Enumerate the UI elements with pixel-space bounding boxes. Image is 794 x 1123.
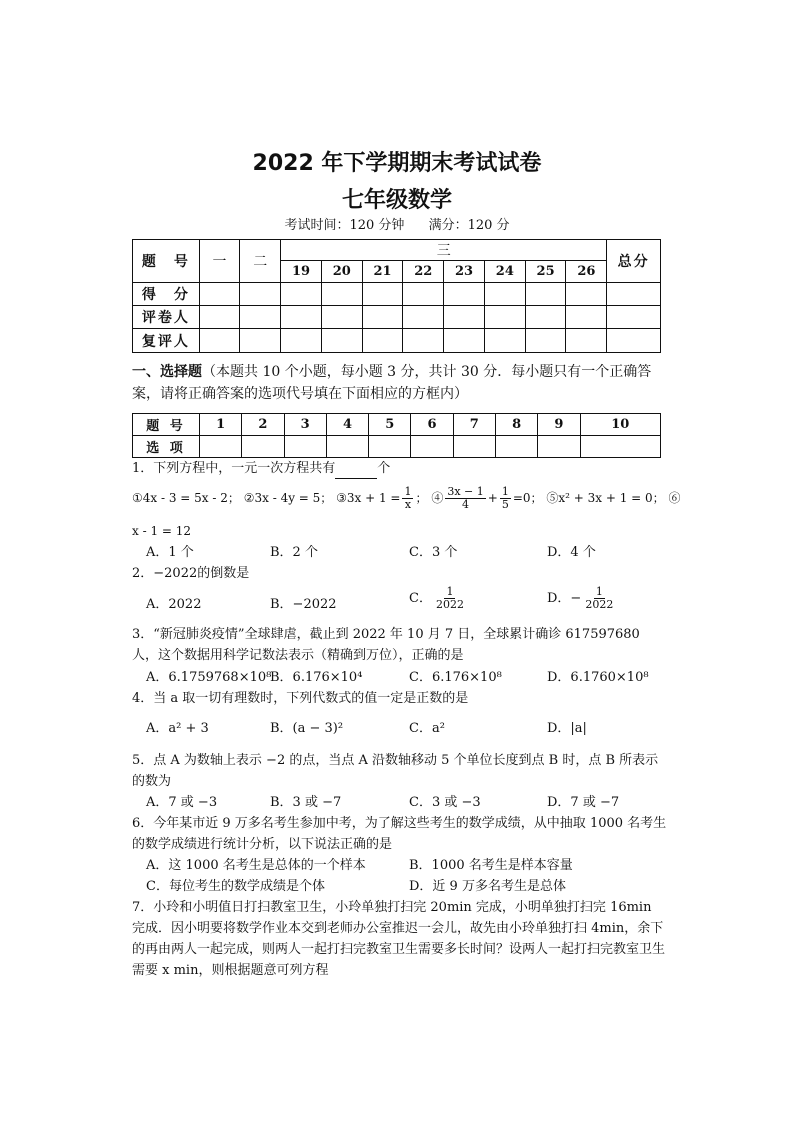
exam-title: 2022 年下学期期末考试试卷	[252, 151, 542, 176]
answer-num-7: 7	[453, 414, 495, 436]
score-sub-24: 24	[484, 261, 525, 283]
q4-option-c[interactable]: C．a²	[409, 721, 445, 736]
q3-stem: 3．“新冠肺炎疫情”全球肆虐，截止到 2022 年 10 月 7 日，全球累计确诊 617597680 人，这个数据用科学记数法表示（精确到万位），正确的是	[132, 627, 640, 663]
q6-stem: 6．今年某市近 9 万多名考生参加中考，为了解这些考生的数学成绩，从中抽取 1000 名考生的数学成绩进行统计分析，以下说法正确的是	[132, 816, 667, 852]
row-score: 得 分	[133, 283, 200, 306]
score-col-1: 一	[199, 240, 240, 283]
q1-eq-6b: x - 1 = 12	[132, 524, 192, 538]
q3-option-c[interactable]: C．6.176×10⁸	[409, 670, 502, 685]
q5-option-b[interactable]: B．3 或 −7	[270, 795, 342, 810]
q4-option-d[interactable]: D．|a|	[547, 721, 587, 736]
q5-stem: 5．点 A 为数轴上表示 −2 的点，当点 A 沿数轴移动 5 个单位长度到点 B 时，点 B 所表示的数为	[132, 753, 659, 789]
section-1-desc: （本题共 10 个小题，每小题 3 分，共计 30 分．每小题只有一个正确答案，请将正确答案的选项代号填在下面相应的方框内）	[132, 364, 652, 402]
answer-label-num: 题 号	[133, 414, 200, 436]
q1-eq-2: ②3x - 4y = 5；	[243, 491, 333, 505]
score-sub-26: 26	[566, 261, 607, 283]
q1-option-b[interactable]: B．2 个	[270, 545, 318, 560]
score-total: 总分	[607, 240, 661, 283]
q1-eq-3: ③3x + 1 = $\frac{1}{x}$ ；	[336, 485, 428, 511]
q1-eq-1: ①4x - 3 = 5x - 2；	[132, 491, 240, 505]
q1-option-a[interactable]: A．1 个	[146, 545, 194, 560]
answer-num-5: 5	[369, 414, 411, 436]
score-sub-21: 21	[362, 261, 403, 283]
answer-num-6: 6	[411, 414, 453, 436]
answer-num-10: 10	[580, 414, 660, 436]
q2-option-c[interactable]: C． $\frac{1}{2022}$	[409, 585, 464, 611]
q1-eq-5: ⑤x² + 3x + 1 = 0；	[546, 491, 665, 505]
answer-num-2: 2	[242, 414, 284, 436]
answer-table	[132, 413, 661, 458]
q7-stem: 7．小玲和小明值日打扫教室卫生，小玲单独打扫完 20min 完成，小明单独打扫完 16min 完成．因小明要将数学作业本交到老师办公室推迟一会儿，故先由小玲单独打扫 4min，余下的再由两人一起完成，则两人一起打扫完教室卫生需要多长时间？设两人一起打扫完教室卫生需要 x min，则根据题意可列方程	[132, 900, 666, 978]
q6-option-d[interactable]: D．近 9 万多名考生是总体	[409, 879, 566, 894]
score-col-2: 二	[240, 240, 281, 283]
q1-stem: 1．下列方程中，一元一次方程共有 个	[132, 458, 390, 479]
answer-num-1: 1	[200, 414, 242, 436]
score-sub-23: 23	[444, 261, 485, 283]
q2-option-b[interactable]: B．−2022	[270, 597, 337, 612]
row-reviewer: 复评人	[133, 329, 200, 353]
q5-option-a[interactable]: A．7 或 −3	[146, 795, 218, 810]
answer-num-8: 8	[495, 414, 537, 436]
q1-option-d[interactable]: D．4 个	[547, 545, 596, 560]
answer-num-3: 3	[284, 414, 326, 436]
section-1-intro	[132, 361, 672, 405]
score-sub-22: 22	[403, 261, 444, 283]
score-table	[132, 239, 661, 353]
score-sub-20: 20	[321, 261, 362, 283]
exam-meta	[0, 214, 794, 233]
q6-option-c[interactable]: C．每位考生的数学成绩是个体	[146, 879, 325, 894]
score-col-label: 题 号	[133, 240, 200, 283]
q4-stem: 4．当 a 取一切有理数时，下列代数式的值一定是正数的是	[132, 691, 469, 706]
row-grader: 评卷人	[133, 306, 200, 329]
q6-option-b[interactable]: B．1000 名考生是样本容量	[409, 858, 573, 873]
q3-option-b[interactable]: B．6.176×10⁴	[270, 670, 363, 685]
q3-option-a[interactable]: A．6.1759768×10⁸	[146, 670, 272, 685]
score-sub-25: 25	[525, 261, 566, 283]
exam-time: 考试时间：120 分钟	[284, 218, 405, 233]
section-1-heading: 一、选择题	[132, 364, 202, 380]
q1-equations	[132, 486, 681, 511]
q1-eq-4: ④ $\frac{3x - 1}{4}$ + $\frac{1}{5}$ =0；	[431, 485, 543, 511]
q2-option-d[interactable]: D．− $\frac{1}{2022}$	[547, 585, 614, 611]
q1-eq-6a: ⑥	[668, 491, 681, 505]
q6-option-a[interactable]: A．这 1000 名考生是总体的一个样本	[146, 858, 366, 873]
q4-option-a[interactable]: A．a² + 3	[146, 721, 209, 736]
q2-option-a[interactable]: A．2022	[146, 597, 202, 612]
answer-num-4: 4	[326, 414, 368, 436]
answer-label-option: 选 项	[133, 436, 200, 458]
q3-option-d[interactable]: D．6.1760×10⁸	[547, 670, 649, 685]
score-col-3: 三	[281, 240, 607, 261]
exam-score: 满分：120 分	[428, 218, 510, 233]
q2-stem: 2．−2022的倒数是	[132, 566, 250, 581]
q5-option-c[interactable]: C．3 或 −3	[409, 795, 481, 810]
q1-option-c[interactable]: C．3 个	[409, 545, 458, 560]
q1-blank[interactable]	[335, 464, 377, 479]
q5-option-d[interactable]: D．7 或 −7	[547, 795, 620, 810]
answer-num-9: 9	[538, 414, 580, 436]
exam-subtitle: 七年级数学	[341, 188, 452, 213]
q4-option-b[interactable]: B．(a − 3)²	[270, 721, 344, 736]
score-sub-19: 19	[281, 261, 322, 283]
